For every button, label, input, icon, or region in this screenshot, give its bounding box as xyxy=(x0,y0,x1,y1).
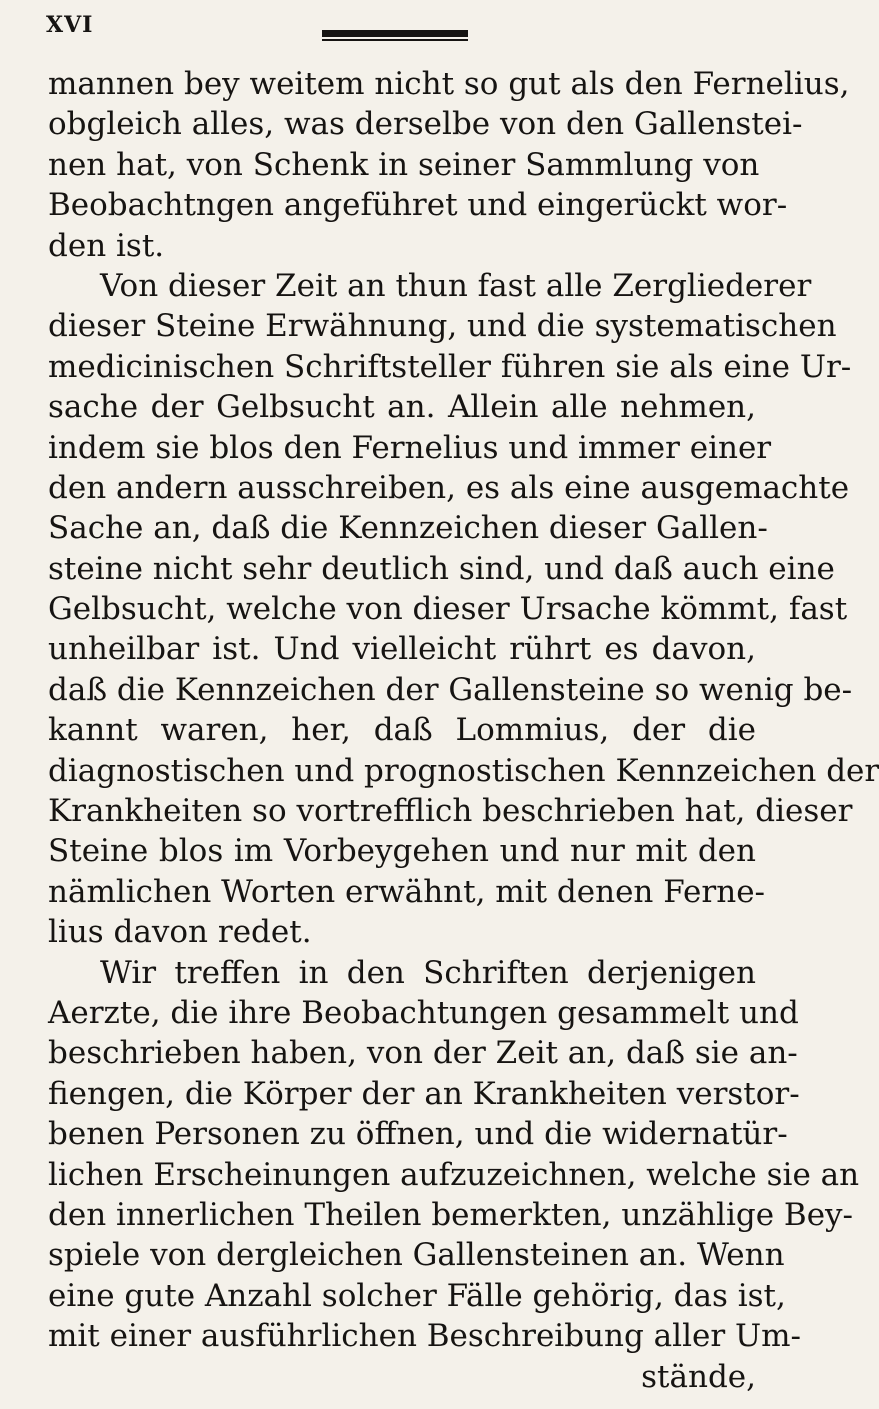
text-line: steine nicht sehr deutlich sind, und daß auch eine xyxy=(48,550,835,587)
paragraph-start-line: Von dieser Zeit an thun fast alle Zergliederer xyxy=(100,267,812,304)
text-line: spiele von dergleichen Gallensteinen an. Wenn xyxy=(48,1237,785,1274)
text-line: medicinischen Schriftsteller führen sie als eine Ur- xyxy=(48,348,852,385)
text-line: lichen Erscheinungen aufzuzeichnen, welche sie an xyxy=(48,1156,860,1193)
text-line: Steine blos im Vorbeygehen und nur mit den xyxy=(48,833,756,870)
text-line: eine gute Anzahl solcher Fälle gehörig, das ist, xyxy=(48,1277,786,1314)
text-line: Sache an, daß die Kennzeichen dieser Gallen- xyxy=(48,510,768,547)
text-line: mit einer ausführlichen Beschreibung aller Um- xyxy=(48,1318,802,1355)
text-line: nen hat, von Schenk in seiner Sammlung von xyxy=(48,146,760,183)
text-line: sache der Gelbsucht an. Allein alle nehmen, xyxy=(48,389,756,426)
page-number: XVI xyxy=(46,12,94,38)
catchword: stände, xyxy=(641,1358,756,1395)
text-line: beschrieben haben, von der Zeit an, daß sie an- xyxy=(48,1035,798,1072)
text-line: Gelbsucht, welche von dieser Ursache kömmt, fast xyxy=(48,591,848,628)
text-line: mannen bey weitem nicht so gut als den Fernelius, xyxy=(48,66,850,102)
text-line: kannt waren, her, daß Lommius, der die xyxy=(48,712,756,749)
text-line: Krankheiten so vortrefflich beschrieben hat, dieser xyxy=(48,793,853,830)
text-line: diagnostischen und prognostischen Kennzeichen der xyxy=(48,752,879,789)
text-line: den innerlichen Theilen bemerkten, unzählige Bey- xyxy=(48,1196,854,1233)
paragraph-end-line: den ist. xyxy=(48,227,165,264)
text-line: Aerzte, die ihre Beobachtungen gesammelt und xyxy=(48,994,799,1031)
text-line: unheilbar ist. Und vielleicht rührt es davon, xyxy=(48,631,756,668)
text-line: indem sie blos den Fernelius und immer einer xyxy=(48,429,772,466)
text-line: den andern ausschreiben, es als eine ausgemachte xyxy=(48,469,850,506)
text-line: obgleich alles, was derselbe von den Gallenstei- xyxy=(48,106,803,143)
paragraph-end-line: lius davon redet. xyxy=(48,914,312,951)
body-text xyxy=(48,64,879,1397)
text-line: dieser Steine Erwähnung, und die systematischen xyxy=(48,308,837,345)
text-line: benen Personen zu öffnen, und die widernatür- xyxy=(48,1116,788,1153)
text-line: fiengen, die Körper der an Krankheiten verstor- xyxy=(48,1075,800,1112)
header-rule xyxy=(322,30,468,37)
paragraph-start-line: Wir treffen in den Schriften derjenigen xyxy=(100,954,756,991)
text-line: nämlichen Worten erwähnt, mit denen Ferne- xyxy=(48,873,766,910)
text-line: daß die Kennzeichen der Gallensteine so wenig be- xyxy=(48,671,853,708)
text-line: Beobachtngen angeführet und eingerückt wor- xyxy=(48,187,788,224)
